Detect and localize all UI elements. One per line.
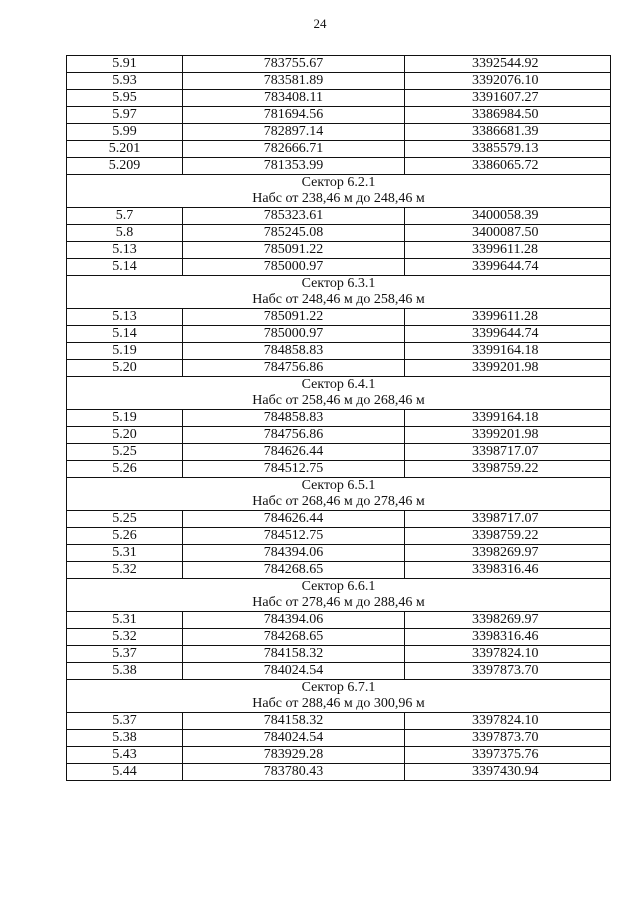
sector-header xyxy=(67,377,611,410)
point-cell: 5.14 xyxy=(67,326,183,343)
x-coordinate-cell: 781353.99 xyxy=(183,158,405,175)
table-row xyxy=(67,545,611,562)
point-cell: 5.99 xyxy=(67,124,183,141)
sector-title: Сектор 6.6.1 xyxy=(301,579,376,594)
x-coordinate-cell: 785245.08 xyxy=(183,225,405,242)
table-row xyxy=(67,73,611,90)
table-row xyxy=(67,764,611,781)
sector-header-row xyxy=(67,175,611,208)
sector-header xyxy=(67,478,611,511)
y-coordinate-cell: 3398269.97 xyxy=(405,545,611,562)
y-coordinate-cell: 3398316.46 xyxy=(405,629,611,646)
table-row xyxy=(67,562,611,579)
x-coordinate-cell: 784626.44 xyxy=(183,444,405,461)
y-coordinate-cell: 3399164.18 xyxy=(405,343,611,360)
y-coordinate-cell: 3392076.10 xyxy=(405,73,611,90)
x-coordinate-cell: 784512.75 xyxy=(183,528,405,545)
y-coordinate-cell: 3399644.74 xyxy=(405,259,611,276)
x-coordinate-cell: 784268.65 xyxy=(183,562,405,579)
x-coordinate-cell: 783929.28 xyxy=(183,747,405,764)
point-cell: 5.25 xyxy=(67,511,183,528)
table-row xyxy=(67,713,611,730)
sector-header-row xyxy=(67,579,611,612)
table-row xyxy=(67,208,611,225)
x-coordinate-cell: 785000.97 xyxy=(183,326,405,343)
y-coordinate-cell: 3397824.10 xyxy=(405,646,611,663)
table-row xyxy=(67,309,611,326)
x-coordinate-cell: 784756.86 xyxy=(183,360,405,377)
x-coordinate-cell: 782897.14 xyxy=(183,124,405,141)
sector-header-row xyxy=(67,377,611,410)
point-cell: 5.31 xyxy=(67,545,183,562)
x-coordinate-cell: 785091.22 xyxy=(183,309,405,326)
point-cell: 5.37 xyxy=(67,646,183,663)
sector-title: Сектор 6.4.1 xyxy=(301,377,376,392)
table-row xyxy=(67,427,611,444)
sector-height-range: Набс от 288,46 м до 300,96 м xyxy=(252,696,425,711)
table-row xyxy=(67,259,611,276)
table-row xyxy=(67,528,611,545)
y-coordinate-cell: 3399201.98 xyxy=(405,360,611,377)
table-row xyxy=(67,612,611,629)
x-coordinate-cell: 785091.22 xyxy=(183,242,405,259)
y-coordinate-cell: 3392544.92 xyxy=(405,56,611,73)
point-cell: 5.32 xyxy=(67,629,183,646)
sector-title: Сектор 6.2.1 xyxy=(301,175,376,190)
table-row xyxy=(67,124,611,141)
x-coordinate-cell: 784626.44 xyxy=(183,511,405,528)
point-cell: 5.13 xyxy=(67,242,183,259)
table-row xyxy=(67,511,611,528)
point-cell: 5.93 xyxy=(67,73,183,90)
sector-header-row xyxy=(67,680,611,713)
table-row xyxy=(67,663,611,680)
sector-height-range: Набс от 268,46 м до 278,46 м xyxy=(252,494,425,509)
y-coordinate-cell: 3398269.97 xyxy=(405,612,611,629)
y-coordinate-cell: 3397824.10 xyxy=(405,713,611,730)
y-coordinate-cell: 3398717.07 xyxy=(405,511,611,528)
sector-header xyxy=(67,276,611,309)
y-coordinate-cell: 3397430.94 xyxy=(405,764,611,781)
sector-title: Сектор 6.7.1 xyxy=(301,680,376,695)
point-cell: 5.26 xyxy=(67,528,183,545)
point-cell: 5.26 xyxy=(67,461,183,478)
table-row xyxy=(67,158,611,175)
y-coordinate-cell: 3400058.39 xyxy=(405,208,611,225)
x-coordinate-cell: 784512.75 xyxy=(183,461,405,478)
coordinates-table xyxy=(66,55,611,781)
y-coordinate-cell: 3386681.39 xyxy=(405,124,611,141)
y-coordinate-cell: 3385579.13 xyxy=(405,141,611,158)
point-cell: 5.43 xyxy=(67,747,183,764)
coordinates-table-body xyxy=(67,56,611,781)
point-cell: 5.38 xyxy=(67,730,183,747)
y-coordinate-cell: 3398717.07 xyxy=(405,444,611,461)
x-coordinate-cell: 783755.67 xyxy=(183,56,405,73)
table-row xyxy=(67,360,611,377)
y-coordinate-cell: 3399164.18 xyxy=(405,410,611,427)
sector-height-range: Набс от 238,46 м до 248,46 м xyxy=(252,191,425,206)
point-cell: 5.201 xyxy=(67,141,183,158)
table-row xyxy=(67,225,611,242)
table-row xyxy=(67,410,611,427)
x-coordinate-cell: 785323.61 xyxy=(183,208,405,225)
point-cell: 5.91 xyxy=(67,56,183,73)
y-coordinate-cell: 3399644.74 xyxy=(405,326,611,343)
point-cell: 5.25 xyxy=(67,444,183,461)
x-coordinate-cell: 784024.54 xyxy=(183,730,405,747)
y-coordinate-cell: 3399201.98 xyxy=(405,427,611,444)
table-row xyxy=(67,56,611,73)
table-row xyxy=(67,107,611,124)
y-coordinate-cell: 3397375.76 xyxy=(405,747,611,764)
table-row xyxy=(67,747,611,764)
table-row xyxy=(67,242,611,259)
sector-header-row xyxy=(67,276,611,309)
y-coordinate-cell: 3397873.70 xyxy=(405,663,611,680)
sector-header xyxy=(67,579,611,612)
x-coordinate-cell: 782666.71 xyxy=(183,141,405,158)
point-cell: 5.32 xyxy=(67,562,183,579)
point-cell: 5.8 xyxy=(67,225,183,242)
point-cell: 5.209 xyxy=(67,158,183,175)
point-cell: 5.37 xyxy=(67,713,183,730)
y-coordinate-cell: 3399611.28 xyxy=(405,309,611,326)
point-cell: 5.19 xyxy=(67,410,183,427)
point-cell: 5.97 xyxy=(67,107,183,124)
x-coordinate-cell: 783780.43 xyxy=(183,764,405,781)
point-cell: 5.20 xyxy=(67,427,183,444)
table-row xyxy=(67,141,611,158)
x-coordinate-cell: 784858.83 xyxy=(183,343,405,360)
x-coordinate-cell: 785000.97 xyxy=(183,259,405,276)
sector-header xyxy=(67,175,611,208)
x-coordinate-cell: 784158.32 xyxy=(183,646,405,663)
point-cell: 5.19 xyxy=(67,343,183,360)
sector-header-row xyxy=(67,478,611,511)
x-coordinate-cell: 784394.06 xyxy=(183,545,405,562)
y-coordinate-cell: 3398759.22 xyxy=(405,461,611,478)
x-coordinate-cell: 784158.32 xyxy=(183,713,405,730)
x-coordinate-cell: 784394.06 xyxy=(183,612,405,629)
sector-height-range: Набс от 278,46 м до 288,46 м xyxy=(252,595,425,610)
point-cell: 5.7 xyxy=(67,208,183,225)
y-coordinate-cell: 3386984.50 xyxy=(405,107,611,124)
table-row xyxy=(67,461,611,478)
y-coordinate-cell: 3399611.28 xyxy=(405,242,611,259)
y-coordinate-cell: 3398759.22 xyxy=(405,528,611,545)
y-coordinate-cell: 3391607.27 xyxy=(405,90,611,107)
table-row xyxy=(67,629,611,646)
sector-title: Сектор 6.3.1 xyxy=(301,276,376,291)
y-coordinate-cell: 3386065.72 xyxy=(405,158,611,175)
point-cell: 5.95 xyxy=(67,90,183,107)
point-cell: 5.14 xyxy=(67,259,183,276)
sector-header xyxy=(67,680,611,713)
table-row xyxy=(67,326,611,343)
y-coordinate-cell: 3398316.46 xyxy=(405,562,611,579)
table-row xyxy=(67,90,611,107)
sector-title: Сектор 6.5.1 xyxy=(301,478,376,493)
x-coordinate-cell: 783408.11 xyxy=(183,90,405,107)
table-row xyxy=(67,730,611,747)
sector-height-range: Набс от 258,46 м до 268,46 м xyxy=(252,393,425,408)
table-row xyxy=(67,343,611,360)
x-coordinate-cell: 781694.56 xyxy=(183,107,405,124)
table-row xyxy=(67,646,611,663)
x-coordinate-cell: 784268.65 xyxy=(183,629,405,646)
point-cell: 5.38 xyxy=(67,663,183,680)
point-cell: 5.20 xyxy=(67,360,183,377)
x-coordinate-cell: 784024.54 xyxy=(183,663,405,680)
table-row xyxy=(67,444,611,461)
point-cell: 5.31 xyxy=(67,612,183,629)
page-number: 24 xyxy=(313,16,327,31)
point-cell: 5.13 xyxy=(67,309,183,326)
x-coordinate-cell: 784756.86 xyxy=(183,427,405,444)
point-cell: 5.44 xyxy=(67,764,183,781)
x-coordinate-cell: 784858.83 xyxy=(183,410,405,427)
y-coordinate-cell: 3400087.50 xyxy=(405,225,611,242)
x-coordinate-cell: 783581.89 xyxy=(183,73,405,90)
y-coordinate-cell: 3397873.70 xyxy=(405,730,611,747)
sector-height-range: Набс от 248,46 м до 258,46 м xyxy=(252,292,425,307)
